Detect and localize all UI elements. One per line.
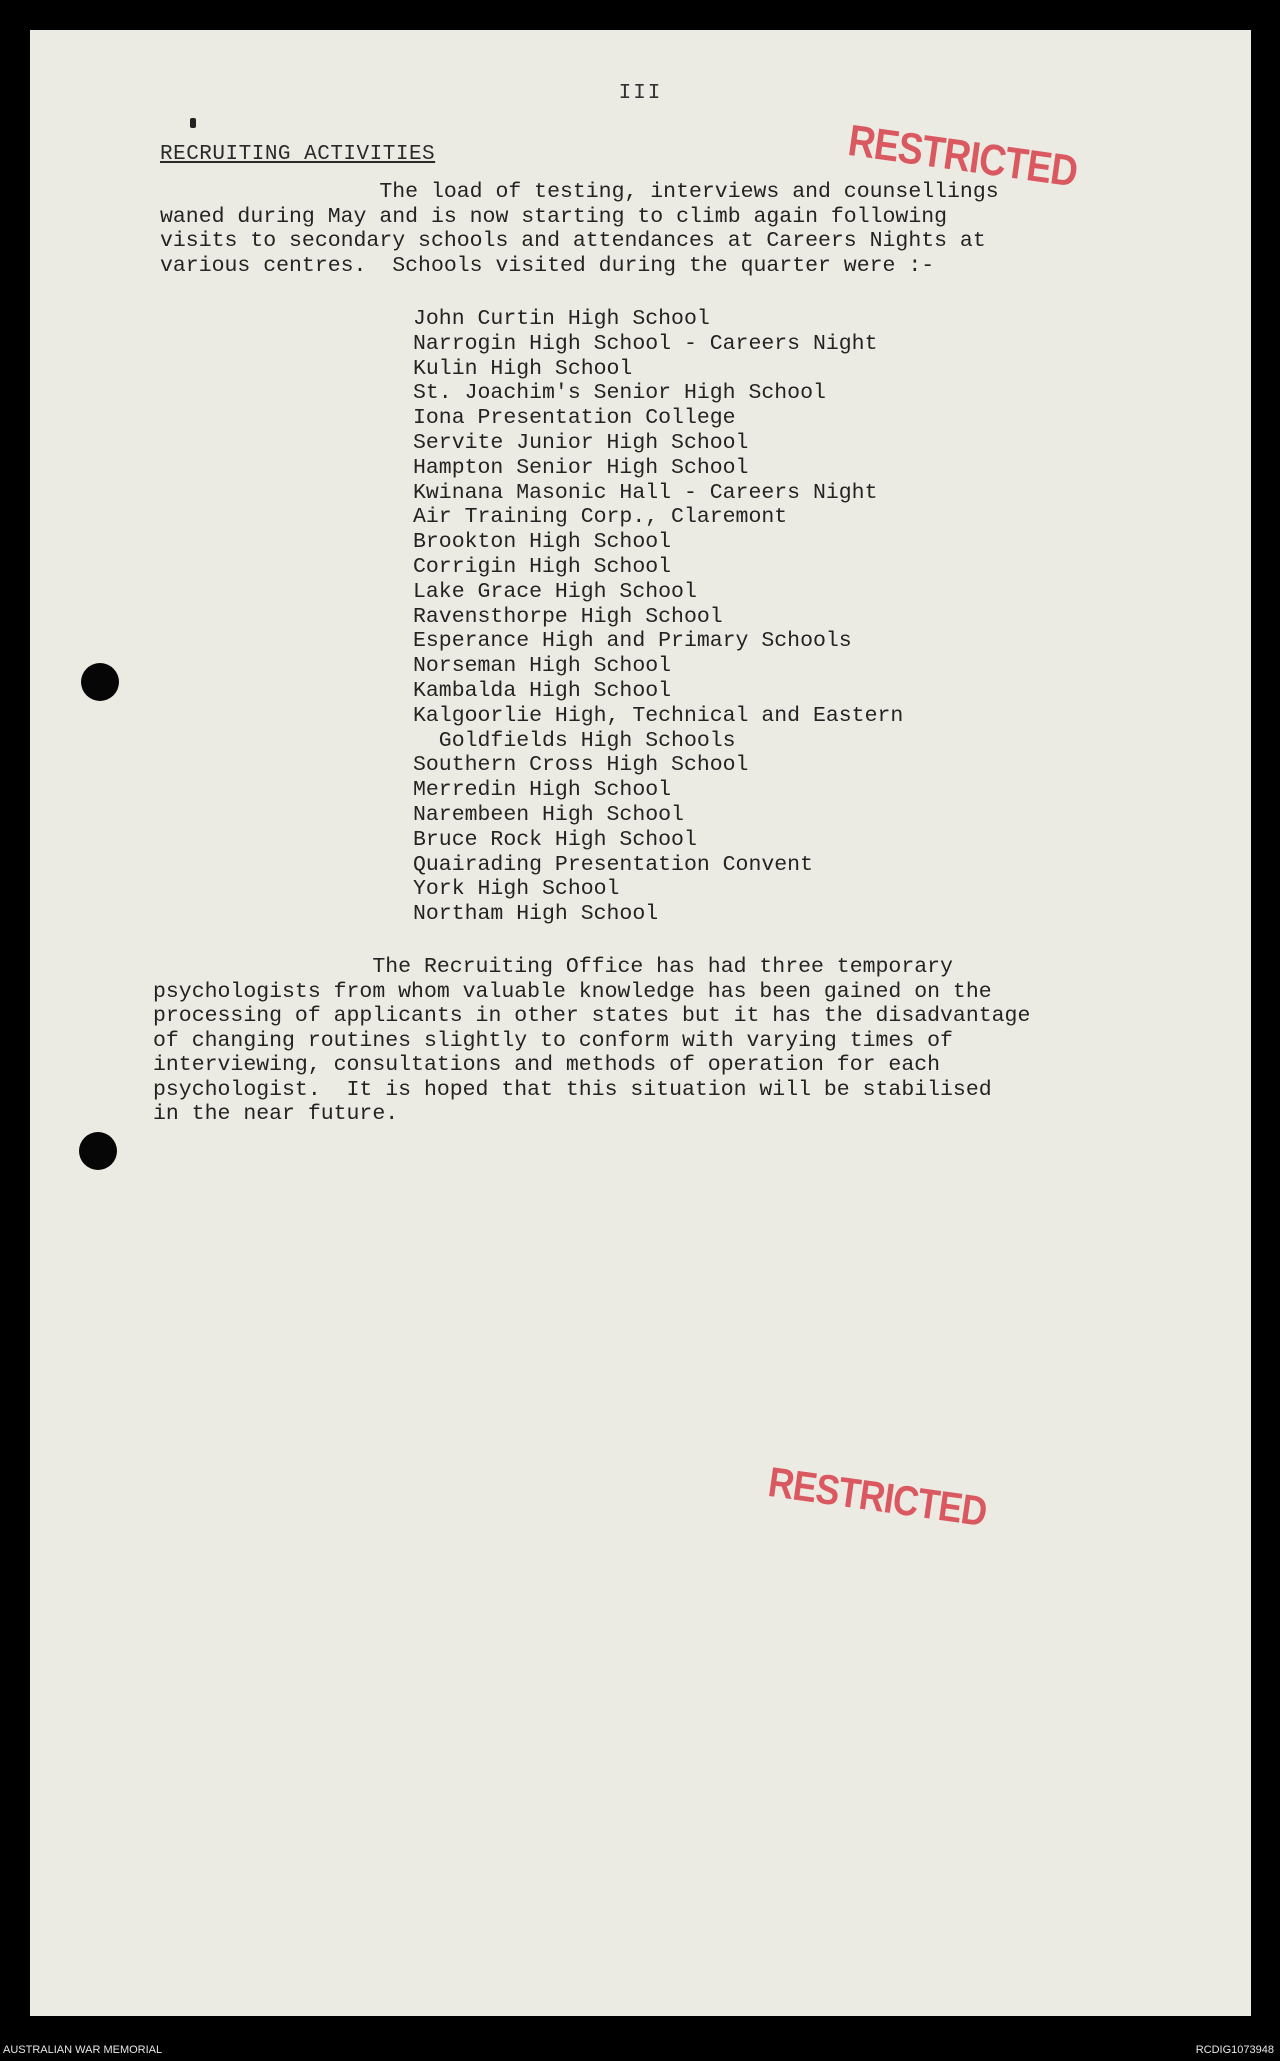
restricted-stamp-bottom: RESTRICTED [765, 1458, 990, 1536]
school-item: Quairading Presentation Convent [413, 852, 813, 877]
page-number: III [618, 82, 663, 105]
school-item: Merredin High School [413, 778, 672, 803]
school-item: St. Joachim's Senior High School [413, 381, 826, 406]
school-item: Kalgoorlie High, Technical and Eastern [413, 703, 904, 728]
punch-hole-top [81, 663, 119, 701]
school-item: Kwinana Masonic Hall - Careers Night [413, 480, 878, 505]
school-item: Goldfields High Schools [413, 728, 736, 753]
schools-list [413, 307, 903, 927]
school-item: York High School [413, 877, 620, 902]
school-item: Iona Presentation College [413, 406, 736, 431]
school-item: Servite Junior High School [413, 430, 749, 455]
footer-source: AUSTRALIAN WAR MEMORIAL [3, 2044, 163, 2056]
school-item: Brookton High School [413, 530, 672, 555]
document-page [30, 30, 1251, 2016]
restricted-stamp-top: RESTRICTED [845, 116, 1081, 197]
school-item: Air Training Corp., Claremont [413, 505, 788, 530]
punch-hole-bottom [79, 1132, 117, 1170]
school-item: John Curtin High School [413, 307, 710, 331]
psychologists-paragraph: The Recruiting Office has had three temporary psychologists from whom valuable knowledge has been gained on the processing of applicants in other states but it has the disadvantage of changing routines slightly to conform with varying times of interviewing, consultations and methods of operation for each psychologist. It is hoped that this situation will be stabilised in the near future. [153, 955, 1031, 1126]
school-item: Narembeen High School [413, 802, 684, 827]
school-item: Ravensthorpe High School [413, 604, 723, 629]
school-item: Norseman High School [413, 654, 672, 679]
school-item: Kulin High School [413, 356, 633, 381]
paper-mark [190, 118, 196, 128]
footer-record-id: RCDIG1073948 [1195, 2044, 1274, 2056]
school-item: Bruce Rock High School [413, 827, 697, 852]
intro-paragraph: The load of testing, interviews and counsellings waned during May and is now starting to climb again following visits to secondary schools and attendances at Careers Nights at various centres. Schools visited during the quarter were :- [160, 180, 999, 278]
school-item: Northam High School [413, 902, 659, 927]
school-item: Lake Grace High School [413, 579, 697, 604]
school-item: Esperance High and Primary Schools [413, 629, 852, 654]
section-heading: RECRUITING ACTIVITIES [160, 143, 436, 166]
school-item: Kambalda High School [413, 678, 672, 703]
school-item: Hampton Senior High School [413, 455, 749, 480]
school-item: Narrogin High School - Careers Night [413, 331, 878, 356]
school-item: Corrigin High School [413, 554, 672, 579]
school-item: Southern Cross High School [413, 753, 749, 778]
